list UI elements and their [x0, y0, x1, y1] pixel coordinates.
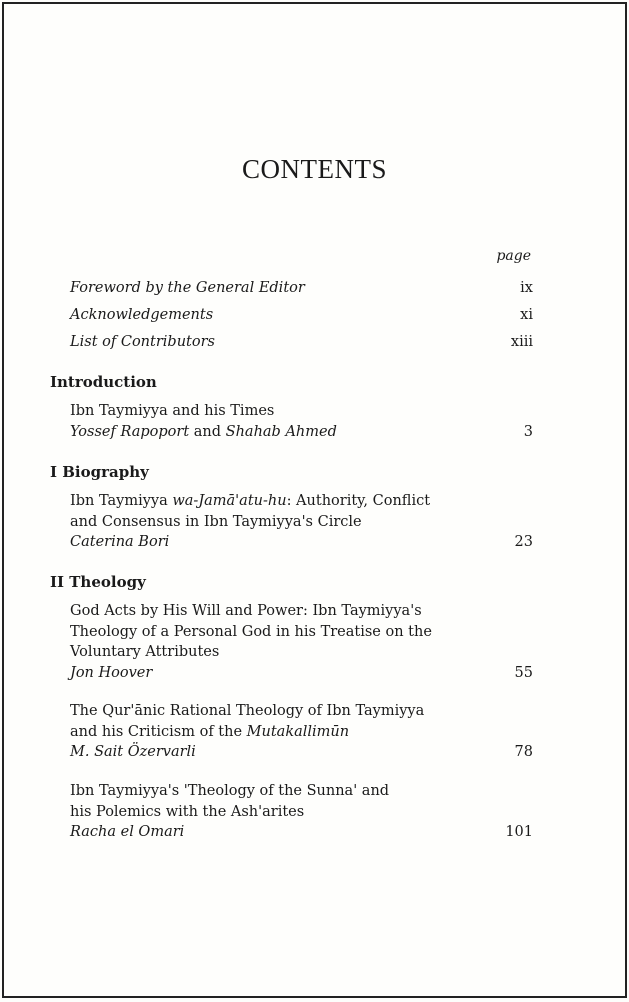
entry-title-line: Voluntary Attributes	[70, 644, 220, 660]
entry-page: 101	[505, 824, 533, 840]
entry-author: Caterina Bori	[70, 534, 170, 550]
page-title: CONTENTS	[242, 154, 387, 184]
book-page	[2, 2, 627, 998]
entry-title-line: God Acts by His Will and Power: Ibn Taymiyya's	[70, 603, 422, 619]
entry-page: xiii	[510, 334, 533, 350]
author-name: Yossef Rapoport	[70, 423, 190, 440]
entry-page: 55	[514, 664, 533, 681]
entry-title-line: and Consensus in Ibn Taymiyya's Circle	[70, 513, 362, 530]
section-heading-introduction: Introduction	[50, 373, 157, 391]
toc-entry-foreword[interactable]	[70, 278, 533, 299]
entry-title-line: his Polemics with the Ash'arites	[70, 803, 305, 820]
entry-author: Jon Hoover	[70, 664, 153, 681]
title-text: Ibn Taymiyya	[70, 493, 173, 509]
title-text: : Authority, Conflict	[286, 493, 431, 509]
toc-entry-chapter[interactable]	[70, 601, 533, 683]
entry-title-line: The Qur'ānic Rational Theology of Ibn Taymiyya	[70, 703, 425, 719]
entry-title: Acknowledgements	[70, 307, 214, 323]
toc-entry-chapter[interactable]	[70, 491, 533, 553]
entry-title: Ibn Taymiyya and his Times	[70, 403, 275, 419]
toc-entry-acknowledgements[interactable]	[70, 305, 533, 326]
entry-title-line: Ibn Taymiyya's 'Theology of the Sunna' and	[70, 783, 390, 799]
entry-title-line: Theology of a Personal God in his Treatise on the	[70, 623, 432, 640]
entry-author: M. Sait Özervarli	[70, 744, 196, 760]
toc-entry-contributors[interactable]	[70, 332, 533, 353]
entry-page: 78	[514, 744, 533, 760]
entry-author: Racha el Omari	[70, 824, 185, 840]
toc-entry-chapter[interactable]	[70, 781, 533, 843]
entry-title: List of Contributors	[70, 334, 215, 350]
entry-page: 3	[523, 423, 533, 440]
title-italic-text: Mutakallimūn	[246, 723, 350, 740]
entry-page: 23	[514, 534, 533, 550]
section-heading-theology: II Theology	[50, 573, 146, 591]
entry-page: xi	[520, 307, 533, 323]
entry-authors	[70, 422, 533, 443]
title-text: and his Criticism of the	[70, 723, 247, 740]
toc-entry-chapter[interactable]	[70, 701, 533, 763]
entry-title: Foreword by the General Editor	[70, 280, 305, 296]
page-column-label: page	[496, 248, 531, 264]
section-heading-biography: I Biography	[50, 463, 149, 481]
author-name: Shahab Ahmed	[225, 423, 337, 440]
entry-title-line	[70, 722, 533, 743]
entry-page: ix	[520, 280, 533, 296]
toc-entry-chapter[interactable]	[70, 401, 533, 442]
author-join: and	[189, 423, 226, 440]
entry-title-line	[70, 491, 533, 512]
title-italic-text: wa-Jamā'atu-hu	[172, 493, 287, 509]
